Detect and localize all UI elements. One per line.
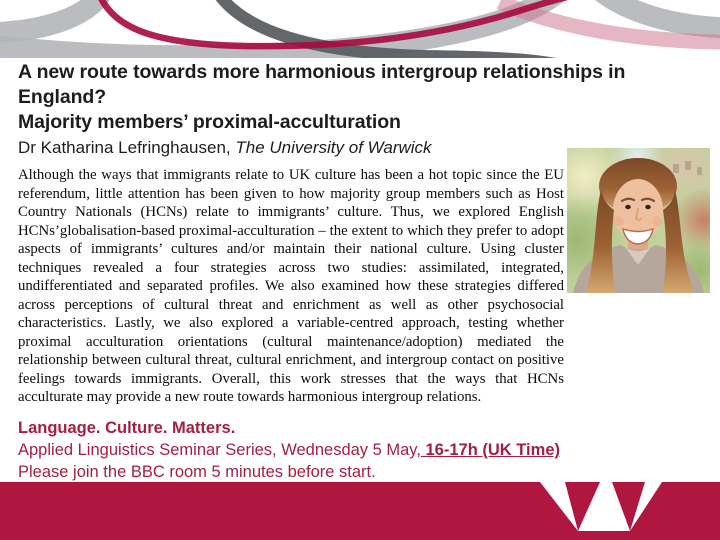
slide-content	[18, 60, 708, 484]
author-line	[18, 136, 708, 159]
author-separator: ,	[225, 138, 236, 157]
title-line-2: Majority members’ proximal-acculturation	[18, 111, 401, 133]
footer-block	[18, 417, 708, 484]
join-instruction: Please join the BBC room 5 minutes before start.	[18, 463, 376, 482]
page-title	[18, 60, 708, 135]
seminar-series-text: Applied Linguistics Seminar Series, Wednesday 5 May,	[18, 440, 421, 459]
abstract-paragraph: Although the ways that immigrants relate to UK culture has been a hot topic since the EU referendum, little attention has been given to how majority group members such as Host Country Nationals (HCNs) relate to immigrants’ culture. Thus, we explored English HCNs’globalisation-based proximal-acculturation – the extent to which they prefer to adopt aspects of immigrants’ cultures and/or maintain their national culture. Using cluster techniques revealed a four strategies across two studies: assimilated, integrated, undifferentiated and separated profiles. We also examined how these strategies differed across perceptions of cultural threat and enrichment as well as other psychosocial characteristics. Lastly, we also explored a variable-centred approach, testing whether proximal acculturation orientations (cultural maintenance/adoption) mediated the relationship between cultural threat, cultural enrichment, and intergroup contact on positive feelings towards immigrants. Overall, this work stresses that the ways that HCNs acculturate may provide a new route towards harmonious intergroup relations.	[18, 167, 564, 405]
seminar-line	[18, 439, 708, 461]
tagline: Language. Culture. Matters.	[18, 418, 236, 437]
header-ribbon-graphic	[0, 0, 720, 58]
author-affiliation: The University of Warwick	[235, 138, 432, 157]
seminar-time: 16-17h (UK Time)	[420, 440, 560, 459]
title-line-1: A new route towards more harmonious intergroup relationships in England?	[18, 61, 626, 108]
brand-band	[0, 482, 720, 540]
author-name: Dr Katharina Lefringhausen	[18, 138, 226, 157]
